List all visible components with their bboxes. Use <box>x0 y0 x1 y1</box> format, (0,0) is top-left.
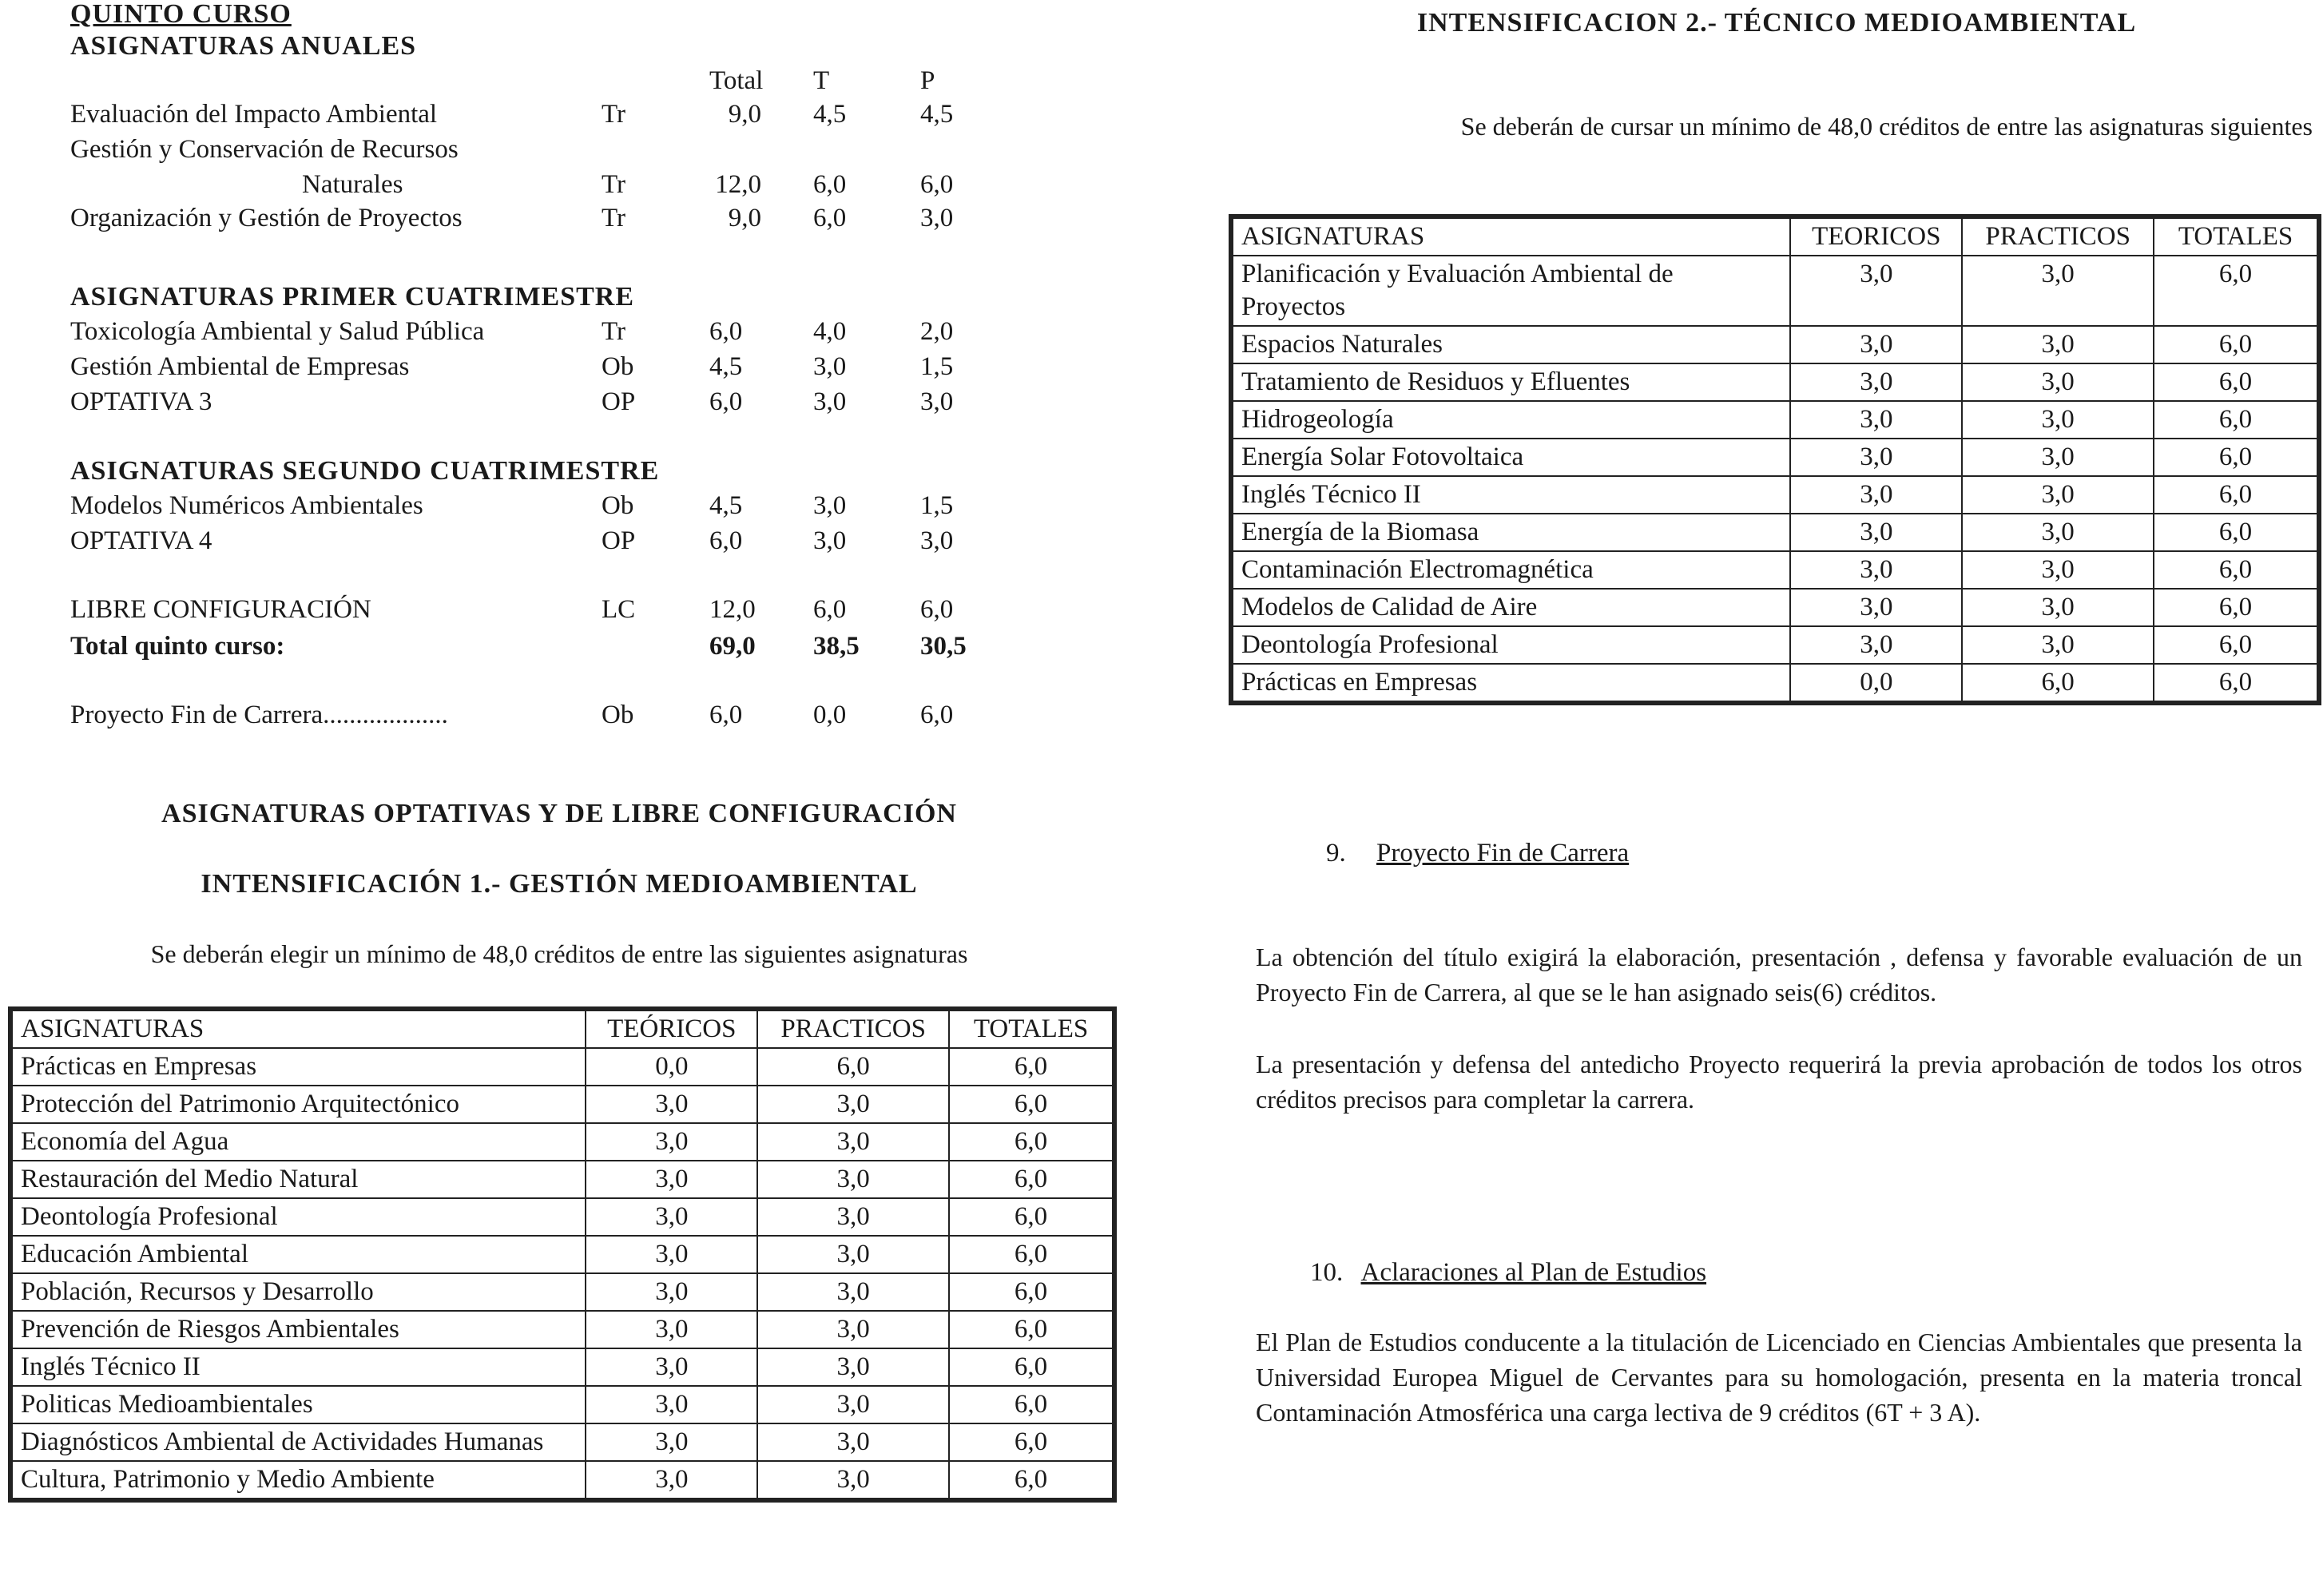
practicos-cell: 3,0 <box>1962 256 2154 326</box>
course-p: 3,0 <box>920 526 954 555</box>
subject-cell: Prácticas en Empresas <box>1233 664 1790 701</box>
totales-cell: 6,0 <box>2154 626 2317 664</box>
totales-cell: 6,0 <box>949 1086 1113 1123</box>
subject-cell: Educación Ambiental <box>12 1236 586 1273</box>
course-name: Toxicología Ambiental y Salud Pública <box>70 317 485 346</box>
teoricos-cell: 3,0 <box>586 1123 757 1161</box>
course-name: Gestión y Conservación de Recursos <box>70 135 459 164</box>
practicos-cell: 3,0 <box>1962 514 2154 551</box>
course-p: 6,0 <box>920 170 954 199</box>
subject-cell: Prácticas en Empresas <box>12 1048 586 1086</box>
totales-cell: 6,0 <box>2154 589 2317 626</box>
table-row <box>12 1273 1113 1311</box>
col-asignaturas: ASIGNATURAS <box>1233 218 1790 256</box>
totales-cell: 6,0 <box>2154 363 2317 401</box>
course-name: Organización y Gestión de Proyectos <box>70 204 463 232</box>
table-row <box>1233 626 2317 664</box>
practicos-cell: 3,0 <box>757 1273 949 1311</box>
course-total: 9,0 <box>728 204 761 232</box>
total-value: 69,0 <box>709 632 756 661</box>
subject-cell: Deontología Profesional <box>1233 626 1790 664</box>
course-t: 4,0 <box>813 317 847 346</box>
subject-cell: Diagnósticos Ambiental de Actividades Humanas <box>12 1423 586 1461</box>
practicos-cell: 3,0 <box>1962 551 2154 589</box>
totales-cell: 6,0 <box>949 1048 1113 1086</box>
teoricos-cell: 3,0 <box>1790 551 1962 589</box>
col-practicos: PRACTICOS <box>1962 218 2154 256</box>
section-9-paragraph-2: La presentación y defensa del antedicho Proyecto requerirá la previa aprobación de todos los otros créditos precisos para completar la carrera. <box>1256 1050 2302 1114</box>
totales-cell: 6,0 <box>949 1273 1113 1311</box>
subject-cell: Protección del Patrimonio Arquitectónico <box>12 1086 586 1123</box>
course-total: 6,0 <box>709 387 743 416</box>
practicos-cell: 3,0 <box>1962 626 2154 664</box>
teoricos-cell: 3,0 <box>1790 363 1962 401</box>
practicos-cell: 6,0 <box>1962 664 2154 701</box>
optativas-heading: ASIGNATURAS OPTATIVAS Y DE LIBRE CONFIGURACIÓN <box>161 799 957 828</box>
course-row <box>70 524 989 558</box>
anuales-heading: ASIGNATURAS ANUALES <box>70 31 417 61</box>
segundo-cuatrimestre-heading: ASIGNATURAS SEGUNDO CUATRIMESTRE <box>70 456 660 486</box>
course-total: 6,0 <box>709 317 743 346</box>
practicos-cell: 3,0 <box>757 1461 949 1499</box>
course-name: Gestión Ambiental de Empresas <box>70 352 410 381</box>
subject-cell: Energía de la Biomasa <box>1233 514 1790 551</box>
practicos-cell: 3,0 <box>1962 439 2154 476</box>
totales-cell: 6,0 <box>2154 476 2317 514</box>
col-total-header: Total <box>709 66 764 95</box>
teoricos-cell: 3,0 <box>586 1386 757 1423</box>
table-row <box>12 1386 1113 1423</box>
course-name: OPTATIVA 3 <box>70 387 212 416</box>
teoricos-cell: 3,0 <box>1790 326 1962 363</box>
section-10-heading <box>1310 1258 1706 1288</box>
course-t: 6,0 <box>813 595 847 624</box>
primer-cuatrimestre-heading: ASIGNATURAS PRIMER CUATRIMESTRE <box>70 282 635 312</box>
subject-cell: Prevención de Riesgos Ambientales <box>12 1311 586 1348</box>
course-total: 12,0 <box>709 595 756 624</box>
intensificacion-2-body <box>1233 256 2317 701</box>
intensificacion-1-table <box>11 1010 1114 1499</box>
teoricos-cell: 0,0 <box>1790 664 1962 701</box>
course-name: Modelos Numéricos Ambientales <box>70 491 423 520</box>
course-t: 4,5 <box>813 100 847 129</box>
intensificacion-2-note: Se deberán de cursar un mínimo de 48,0 créditos de entre las asignaturas siguientes <box>1460 112 2313 141</box>
intensificacion-1-note: Se deberán elegir un mínimo de 48,0 créditos de entre las siguientes asignaturas <box>150 939 968 968</box>
total-t: 38,5 <box>813 632 860 661</box>
subject-cell: Energía Solar Fotovoltaica <box>1233 439 1790 476</box>
course-row <box>70 350 989 384</box>
totales-cell: 6,0 <box>2154 664 2317 701</box>
totales-cell: 6,0 <box>949 1198 1113 1236</box>
practicos-cell: 3,0 <box>757 1348 949 1386</box>
section-9-paragraph-1: La obtención del título exigirá la elaboración, presentación , defensa y favorable evaluación de un Proyecto Fin de Carrera, al que se le han asignado seis(6) créditos. <box>1256 943 2302 1006</box>
subject-cell: Inglés Técnico II <box>1233 476 1790 514</box>
teoricos-cell: 3,0 <box>586 1161 757 1198</box>
totales-cell: 6,0 <box>2154 256 2317 326</box>
course-name: OPTATIVA 4 <box>70 526 212 555</box>
course-t: 6,0 <box>813 204 847 232</box>
course-t: 3,0 <box>813 352 847 381</box>
course-p: 6,0 <box>920 701 954 729</box>
teoricos-cell: 3,0 <box>1790 439 1962 476</box>
course-total: 4,5 <box>709 491 743 520</box>
col-practicos: PRACTICOS <box>757 1010 949 1048</box>
table-row <box>1233 326 2317 363</box>
course-name: Naturales <box>302 170 403 199</box>
teoricos-cell: 3,0 <box>586 1348 757 1386</box>
table-row <box>12 1423 1113 1461</box>
course-p: 6,0 <box>920 595 954 624</box>
course-type: LC <box>602 595 636 624</box>
course-row <box>70 97 989 132</box>
table-row <box>1233 476 2317 514</box>
teoricos-cell: 3,0 <box>1790 476 1962 514</box>
subject-cell: Modelos de Calidad de Aire <box>1233 589 1790 626</box>
course-p: 1,5 <box>920 352 954 381</box>
course-type: Ob <box>602 491 634 520</box>
teoricos-cell: 3,0 <box>1790 256 1962 326</box>
section-10-title: Aclaraciones al Plan de Estudios <box>1360 1258 1707 1287</box>
course-total: 9,0 <box>728 100 761 129</box>
course-t: 3,0 <box>813 491 847 520</box>
teoricos-cell: 3,0 <box>1790 589 1962 626</box>
course-name: Proyecto Fin de Carrera................... <box>70 701 448 729</box>
course-p: 4,5 <box>920 100 954 129</box>
col-p-header: P <box>920 66 935 95</box>
teoricos-cell: 3,0 <box>586 1198 757 1236</box>
col-teoricos: TEORICOS <box>1790 218 1962 256</box>
totales-cell: 6,0 <box>949 1236 1113 1273</box>
table-row <box>12 1048 1113 1086</box>
subject-cell: Restauración del Medio Natural <box>12 1161 586 1198</box>
totales-cell: 6,0 <box>949 1311 1113 1348</box>
table-row <box>12 1086 1113 1123</box>
course-type: Ob <box>602 701 634 729</box>
table-row <box>1233 363 2317 401</box>
course-total: 4,5 <box>709 352 743 381</box>
subject-cell: Espacios Naturales <box>1233 326 1790 363</box>
totales-cell: 6,0 <box>949 1348 1113 1386</box>
totales-cell: 6,0 <box>949 1461 1113 1499</box>
table-row <box>1233 589 2317 626</box>
totales-cell: 6,0 <box>949 1161 1113 1198</box>
table-row <box>1233 514 2317 551</box>
practicos-cell: 3,0 <box>757 1161 949 1198</box>
subject-cell: Economía del Agua <box>12 1123 586 1161</box>
course-row <box>70 593 989 627</box>
table-row <box>12 1198 1113 1236</box>
subject-cell: Tratamiento de Residuos y Efluentes <box>1233 363 1790 401</box>
col-totales: TOTALES <box>2154 218 2317 256</box>
course-row <box>70 168 989 202</box>
table-row <box>1233 401 2317 439</box>
course-type: Tr <box>602 100 625 129</box>
course-p: 3,0 <box>920 204 954 232</box>
table-row <box>12 1123 1113 1161</box>
course-total: 6,0 <box>709 701 743 729</box>
course-t: 3,0 <box>813 526 847 555</box>
course-type: OP <box>602 526 636 555</box>
course-type: Tr <box>602 170 625 199</box>
intensificacion-1-heading: INTENSIFICACIÓN 1.- GESTIÓN MEDIOAMBIENTAL <box>201 869 918 899</box>
practicos-cell: 6,0 <box>757 1048 949 1086</box>
course-type: Tr <box>602 204 625 232</box>
table-row <box>1233 664 2317 701</box>
subject-cell: Inglés Técnico II <box>12 1348 586 1386</box>
teoricos-cell: 3,0 <box>586 1236 757 1273</box>
table-header-row <box>1233 218 2317 256</box>
section-9-number: 9. <box>1326 839 1346 867</box>
teoricos-cell: 3,0 <box>586 1461 757 1499</box>
practicos-cell: 3,0 <box>1962 401 2154 439</box>
practicos-cell: 3,0 <box>1962 363 2154 401</box>
teoricos-cell: 3,0 <box>1790 401 1962 439</box>
total-label: Total quinto curso: <box>70 632 285 661</box>
course-t: 0,0 <box>813 701 847 729</box>
intensificacion-2-table <box>1232 217 2318 702</box>
teoricos-cell: 3,0 <box>586 1086 757 1123</box>
teoricos-cell: 3,0 <box>1790 514 1962 551</box>
section-9-title: Proyecto Fin de Carrera <box>1376 839 1630 867</box>
quinto-curso-title: QUINTO CURSO <box>70 0 292 29</box>
practicos-cell: 3,0 <box>1962 326 2154 363</box>
course-t: 3,0 <box>813 387 847 416</box>
teoricos-cell: 3,0 <box>1790 626 1962 664</box>
total-row <box>70 629 989 664</box>
course-t: 6,0 <box>813 170 847 199</box>
course-name: LIBRE CONFIGURACIÓN <box>70 595 371 624</box>
col-totales: TOTALES <box>949 1010 1113 1048</box>
course-row <box>70 698 989 732</box>
subject-cell: Hidrogeología <box>1233 401 1790 439</box>
course-p: 1,5 <box>920 491 954 520</box>
table-row <box>1233 256 2317 326</box>
practicos-cell: 3,0 <box>1962 476 2154 514</box>
course-total: 6,0 <box>709 526 743 555</box>
totales-cell: 6,0 <box>2154 439 2317 476</box>
totales-cell: 6,0 <box>2154 551 2317 589</box>
subject-cell: Contaminación Electromagnética <box>1233 551 1790 589</box>
section-10-number: 10. <box>1310 1258 1344 1287</box>
course-p: 2,0 <box>920 317 954 346</box>
teoricos-cell: 3,0 <box>586 1423 757 1461</box>
table-row <box>12 1348 1113 1386</box>
section-10-paragraph-1: El Plan de Estudios conducente a la titulación de Licenciado en Ciencias Ambientales que presenta la Universidad Europea Miguel de Cervantes para su homologación, presenta en la materia troncal Contaminación Atmosférica una carga lectiva de 9 créditos (6T + 3 A). <box>1256 1328 2302 1427</box>
totales-cell: 6,0 <box>2154 514 2317 551</box>
course-row <box>70 315 989 349</box>
subject-cell: Politicas Medioambientales <box>12 1386 586 1423</box>
course-row <box>70 385 989 419</box>
col-t-header: T <box>813 66 830 95</box>
teoricos-cell: 0,0 <box>586 1048 757 1086</box>
course-row <box>70 201 989 236</box>
subject-cell: Planificación y Evaluación Ambiental de Proyectos <box>1233 256 1790 326</box>
course-type: OP <box>602 387 636 416</box>
totales-cell: 6,0 <box>949 1386 1113 1423</box>
practicos-cell: 3,0 <box>757 1311 949 1348</box>
totales-cell: 6,0 <box>949 1423 1113 1461</box>
totales-cell: 6,0 <box>2154 401 2317 439</box>
col-teoricos: TEÓRICOS <box>586 1010 757 1048</box>
course-total: 12,0 <box>715 170 761 199</box>
table-row <box>12 1461 1113 1499</box>
table-row <box>12 1311 1113 1348</box>
subject-cell: Cultura, Patrimonio y Medio Ambiente <box>12 1461 586 1499</box>
course-name: Evaluación del Impacto Ambiental <box>70 100 438 129</box>
teoricos-cell: 3,0 <box>586 1273 757 1311</box>
course-type: Ob <box>602 352 634 381</box>
table-row <box>12 1161 1113 1198</box>
practicos-cell: 3,0 <box>757 1086 949 1123</box>
course-row <box>70 133 989 167</box>
practicos-cell: 3,0 <box>757 1123 949 1161</box>
course-type: Tr <box>602 317 625 346</box>
section-9-heading <box>1326 839 1629 868</box>
intensificacion-2-heading: INTENSIFICACION 2.- TÉCNICO MEDIOAMBIENTAL <box>1416 8 2137 38</box>
practicos-cell: 3,0 <box>757 1236 949 1273</box>
teoricos-cell: 3,0 <box>586 1311 757 1348</box>
subject-cell: Deontología Profesional <box>12 1198 586 1236</box>
course-p: 3,0 <box>920 387 954 416</box>
practicos-cell: 3,0 <box>757 1423 949 1461</box>
table-header-row <box>12 1010 1113 1048</box>
intensificacion-1-body <box>12 1048 1113 1499</box>
total-p: 30,5 <box>920 632 967 661</box>
table-row <box>1233 439 2317 476</box>
practicos-cell: 3,0 <box>757 1198 949 1236</box>
subject-cell: Población, Recursos y Desarrollo <box>12 1273 586 1311</box>
totales-cell: 6,0 <box>949 1123 1113 1161</box>
totales-cell: 6,0 <box>2154 326 2317 363</box>
course-row <box>70 489 989 523</box>
practicos-cell: 3,0 <box>1962 589 2154 626</box>
table-row <box>12 1236 1113 1273</box>
col-asignaturas: ASIGNATURAS <box>12 1010 586 1048</box>
table-row <box>1233 551 2317 589</box>
practicos-cell: 3,0 <box>757 1386 949 1423</box>
